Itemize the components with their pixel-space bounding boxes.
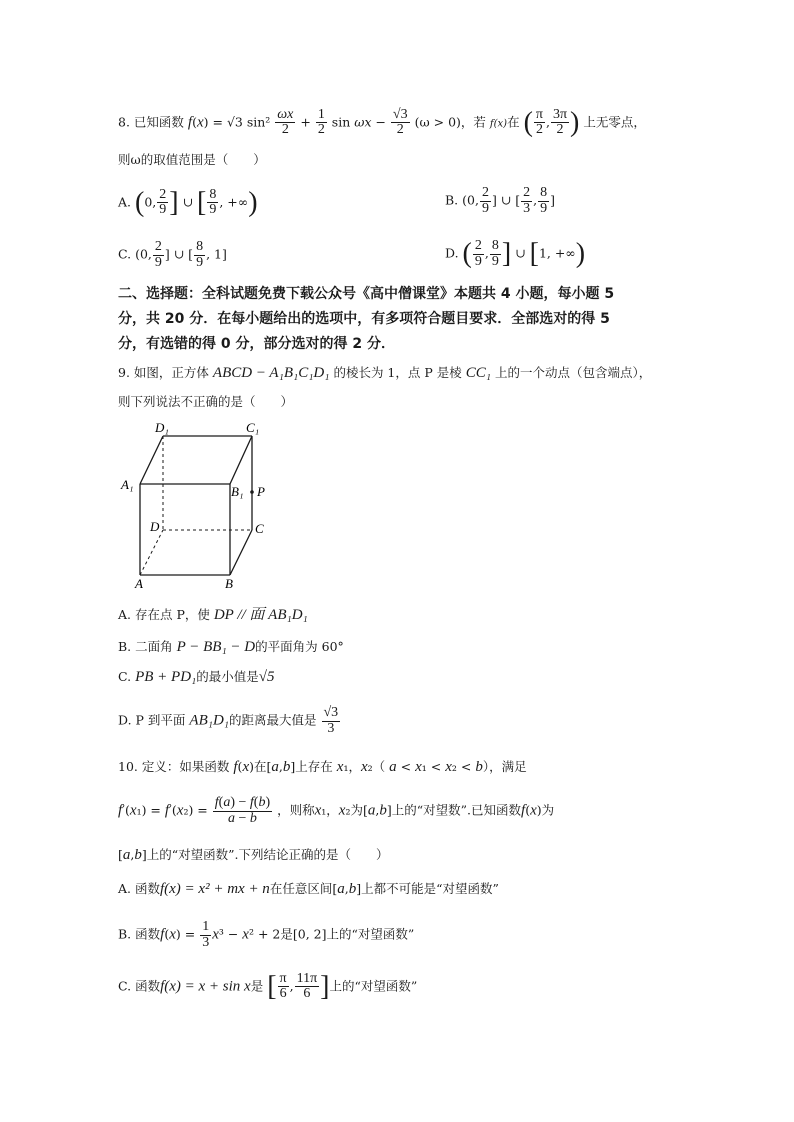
label-a: A [135,576,143,591]
q10-option-c: C. 函数f(x) = x + sin x是 [ $\frac{\pi}{6}$ , $\frac{11\pi}{6}$ ]上的“对望函数” [118,970,418,1002]
label-c1: C₁ [246,420,260,435]
q8-line2: 则ω的取值范围是（ ） [118,152,266,167]
point-p [250,490,254,494]
label-a1: A₁ [121,477,134,492]
q10-line1: 10. 定义：如果函数 f(x)在[a,b]上存在 x₁，x₂（ a < x₁ < x₂ < b），满足 [118,759,527,775]
q8-option-d: D. ( $\frac{2}{9}$ , $\frac{8}{9}$ ] ∪ [1, +∞) [445,237,586,269]
q9-line2: 则下列说法不正确的是（ ） [118,394,294,409]
q9-option-a: A. 存在点 P，使 DP // 面 AB₁D₁ [118,607,308,623]
q10-line3: [a,b]上的“对望函数”.下列结论正确的是（ ） [118,847,389,863]
section-heading-line1: 二、选择题：全科试题免费下载公众号《高中僧课堂》本题共 4 小题，每小题 5 [118,286,615,302]
q10-line2: f′(x₁) = f′(x₂) = $\frac{f(a) - f(b)}{a - b}$ ，则称x₁，x₂为[a,b]上的“对望数”.已知函数f(x)为 [118,795,555,826]
section-heading-line2: 分，共 20 分．在每小题给出的选项中，有多项符合题目要求．全部选对的得 5 [118,311,610,327]
q9-stem: 9. 如图，正方体 ABCD − A₁B₁C₁D₁ 的棱长为 1，点 P 是棱 CC₁ 上的一个动点（包含端点）， [118,365,652,381]
label-p: P [257,484,265,499]
q8-option-b: B. (0, $\frac{2}{9}$ ] ∪ [ $\frac{2}{3}$ , $\frac{8}{9}$ ] [445,185,556,216]
cube-figure [115,418,285,593]
label-d1: D₁ [155,420,169,435]
label-c: C [255,521,264,536]
q10-option-b: B. 函数f(x) = $\frac{1}{3}$ x³ − x² + 2是[0, 2]上的“对望函数” [118,919,415,950]
q9-option-d: D. P 到平面 AB₁D₁的距离最大值是 $\frac{√3}{3}$ [118,705,339,736]
label-d: D [150,519,160,534]
q8-option-c: C. (0, $\frac{2}{9}$ ] ∪ [ $\frac{8}{9}$ , 1] [118,239,227,270]
q8-stem: 8. 已知函数 f(x) = √3 sin² $\frac{\omega x}{2}$ + $\frac{1}{2}$ sin ωx − $\frac{√3}{2}$ (ω > 0)，若 f(x)在 ( $\frac{\pi}{2}$ , $\frac{3\pi}{2}$ ) 上无零点， [118,106,646,138]
q10-option-a: A. 函数f(x) = x² + mx + n在任意区间[a,b]上都不可能是“对望函数” [118,881,499,897]
q9-option-b: B. 二面角 P − BB₁ − D的平面角为 60° [118,639,344,655]
label-b1: B₁ [231,484,244,499]
label-b: B [225,576,233,591]
q8-option-a: A. (0, $\frac{2}{9}$ ] ∪ [ $\frac{8}{9}$ , +∞) [118,186,258,218]
q9-option-c: C. PB + PD₁的最小值是√5 [118,669,275,685]
section-heading-line3: 分，有选错的得 0 分，部分选对的得 2 分． [118,336,395,352]
